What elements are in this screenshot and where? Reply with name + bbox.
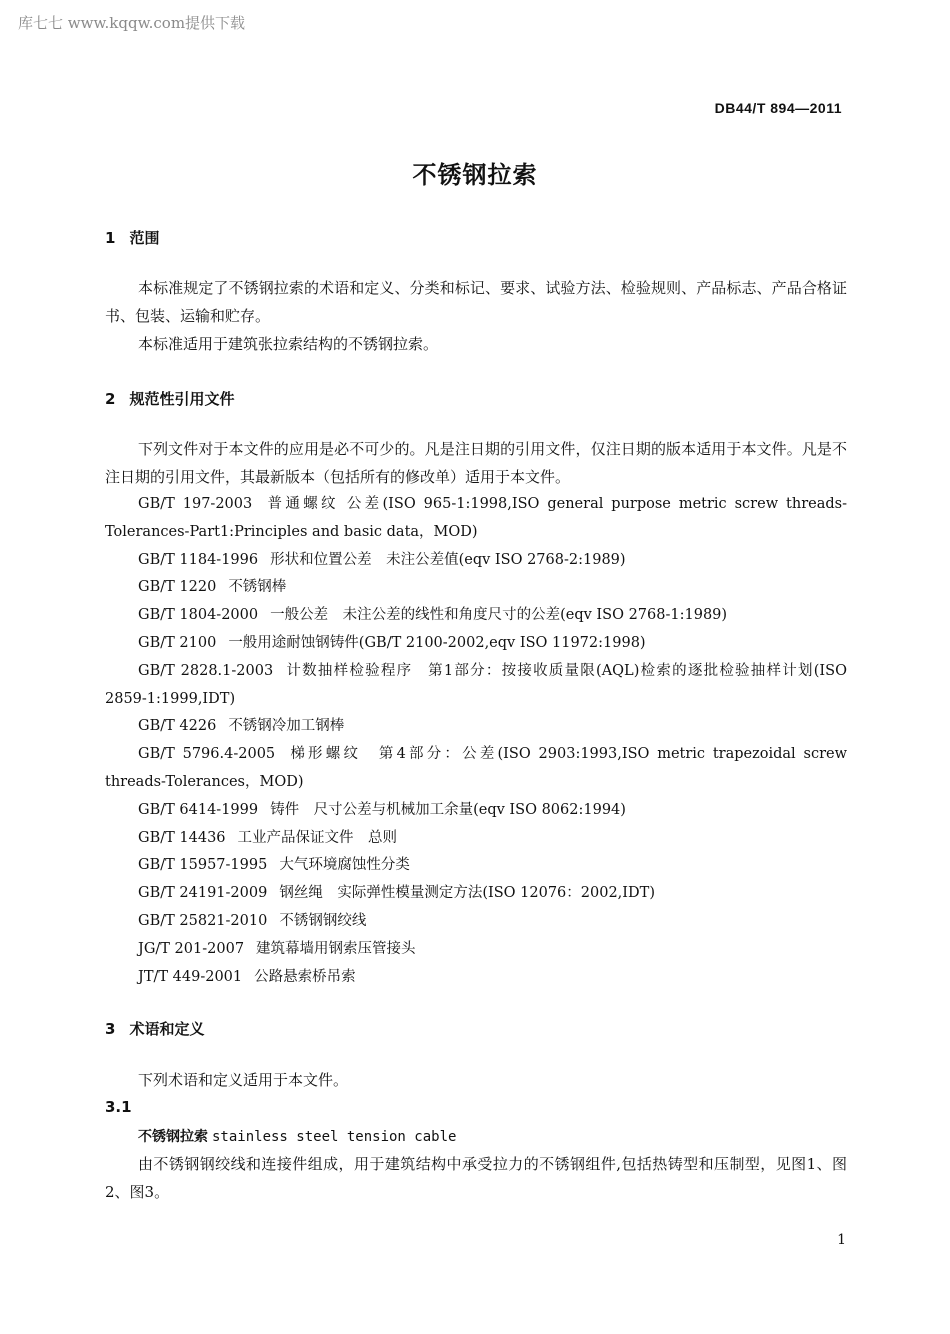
document-title: 不锈钢拉索 [412, 161, 538, 189]
term-definition-block [105, 1150, 847, 1206]
reference-code: GB/T 5796.4-2005 [138, 746, 276, 763]
reference-title: 梯形螺纹 第4部分：公差(ISO 2903:1993,ISO metric trapezoidal screw threads-Tolerances，MOD) [105, 746, 847, 790]
reference-item [105, 658, 847, 714]
reference-code: GB/T 14436 [138, 829, 226, 846]
reference-code: GB/T 1804-2000 [138, 607, 259, 624]
term-name-chinese: 不锈钢拉索 [138, 1129, 208, 1145]
section-2-number: 2 [105, 390, 116, 408]
reference-item [105, 491, 847, 547]
reference-code: GB/T 2828.1-2003 [138, 662, 274, 679]
reference-code: GB/T 197-2003 [138, 496, 253, 512]
section-3-title: 术语和定义 [129, 1020, 205, 1038]
page-number: 1 [837, 1232, 846, 1248]
reference-item [105, 630, 847, 658]
section-3-heading [105, 1018, 204, 1039]
term-definition: 由不锈钢钢绞线和连接件组成，用于建筑结构中承受拉力的不锈钢组件,包括热铸型和压制型，见图1、图2、图3。 [105, 1155, 847, 1201]
section-1-title: 范围 [129, 229, 160, 247]
reference-code: JG/T 201-2007 [138, 940, 245, 957]
reference-code: GB/T 2100 [138, 634, 217, 651]
section-3-intro-paragraph: 下列术语和定义适用于本文件。 [138, 1071, 349, 1089]
reference-title: 大气环境腐蚀性分类 [279, 857, 410, 874]
reference-item [105, 825, 847, 853]
section-1-heading [105, 227, 159, 248]
section-2-title: 规范性引用文件 [129, 390, 235, 408]
reference-item [105, 964, 847, 992]
reference-code: GB/T 6414-1999 [138, 801, 259, 818]
section-1-body [105, 274, 847, 358]
reference-item [105, 713, 847, 741]
reference-title: 建筑幕墙用钢索压管接头 [256, 940, 416, 957]
term-name [138, 1126, 456, 1146]
section-2-intro [105, 435, 847, 491]
section-1-number: 1 [105, 229, 116, 247]
reference-code: GB/T 4226 [138, 718, 217, 735]
term-number: 3.1 [105, 1098, 132, 1116]
reference-title: 铸件 尺寸公差与机械加工余量(eqv ISO 8062:1994) [270, 801, 626, 818]
reference-item [105, 741, 847, 797]
reference-item [105, 797, 847, 825]
reference-item [105, 602, 847, 630]
reference-item [105, 936, 847, 964]
reference-title: 形状和位置公差 未注公差值(eqv ISO 2768-2:1989) [270, 551, 626, 568]
section-2-heading [105, 388, 234, 409]
reference-code: GB/T 25821-2010 [138, 912, 268, 929]
reference-code: GB/T 1220 [138, 579, 217, 596]
reference-title: 计数抽样检验程序 第1部分：按接收质量限(AQL)检索的逐批检验抽样计划(ISO 2859-1:1999,IDT) [105, 662, 847, 707]
section-3-number: 3 [105, 1020, 116, 1038]
reference-code: JT/T 449-2001 [138, 968, 243, 985]
reference-title: 不锈钢冷加工钢棒 [228, 718, 345, 735]
document-code: DB44/T 894—2011 [714, 100, 842, 116]
reference-title: 一般公差 未注公差的线性和角度尺寸的公差(eqv ISO 2768-1:1989) [270, 607, 728, 624]
reference-title: 普通螺纹 公差(ISO 965-1:1998,ISO general purpose metric screw threads-Tolerances-Part1:Principles and basic data，MOD) [105, 496, 847, 540]
reference-title: 钢丝绳 实际弹性模量测定方法(ISO 12076：2002,IDT) [279, 885, 655, 902]
reference-title: 工业产品保证文件 总则 [237, 829, 398, 846]
reference-code: GB/T 15957-1995 [138, 857, 268, 874]
reference-title: 一般用途耐蚀钢铸件(GB/T 2100-2002,eqv ISO 11972:1998) [228, 634, 646, 651]
term-name-english: stainless steel tension cable [212, 1129, 457, 1145]
reference-item [105, 908, 847, 936]
reference-item [105, 574, 847, 602]
normative-references-list [105, 491, 847, 991]
section-2-intro-paragraph: 下列文件对于本文件的应用是必不可少的。凡是注日期的引用文件，仅注日期的版本适用于本文件。凡是不注日期的引用文件，其最新版本（包括所有的修改单）适用于本文件。 [105, 440, 847, 486]
reference-title: 不锈钢钢绞线 [279, 912, 367, 929]
reference-code: GB/T 24191-2009 [138, 885, 268, 902]
section-3-intro [105, 1066, 847, 1094]
watermark-text: 库七七 www.kqqw.com提供下载 [18, 14, 246, 32]
reference-item [105, 852, 847, 880]
section-1-paragraph: 本标准规定了不锈钢拉索的术语和定义、分类和标记、要求、试验方法、检验规则、产品标志、产品合格证书、包装、运输和贮存。 [105, 279, 847, 325]
reference-item [105, 547, 847, 575]
reference-item [105, 880, 847, 908]
reference-title: 公路悬索桥吊索 [254, 968, 356, 985]
reference-title: 不锈钢棒 [228, 579, 287, 596]
reference-code: GB/T 1184-1996 [138, 551, 259, 568]
section-1-paragraph: 本标准适用于建筑张拉索结构的不锈钢拉索。 [138, 335, 439, 353]
